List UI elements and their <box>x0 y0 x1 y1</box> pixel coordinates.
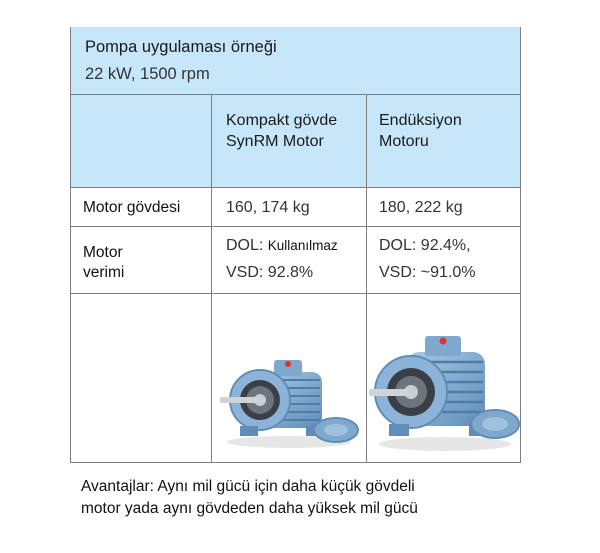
header-synrm <box>212 95 367 187</box>
efficiency-synrm-dol <box>226 232 338 259</box>
header-induction <box>367 95 520 187</box>
frame-induction-value: 180, 222 kg <box>379 199 463 216</box>
comparison-table <box>70 27 521 463</box>
efficiency-synrm-dol-prefix: DOL: <box>226 237 264 254</box>
header-synrm-line1: Kompakt gövde <box>226 112 338 129</box>
header-synrm-line2: SynRM Motor <box>226 133 324 150</box>
efficiency-induction-dol: DOL: 92.4%, <box>379 237 471 254</box>
row-label-efficiency-line2: verimi <box>83 264 125 281</box>
header-induction-line2: Motoru <box>379 133 429 150</box>
synrm-motor-image-cell <box>212 294 367 463</box>
efficiency-synrm-dol-value: Kullanılmaz <box>267 238 338 253</box>
table-subtitle: 22 kW, 1500 rpm <box>85 65 210 83</box>
row-label-efficiency-line1: Motor <box>83 244 123 261</box>
table-row-efficiency <box>71 227 520 294</box>
induction-motor-image-cell <box>367 294 520 463</box>
synrm-motor-image <box>214 334 364 454</box>
row-label-efficiency <box>83 243 124 283</box>
column-header-row <box>71 95 520 188</box>
advantages-note <box>81 476 521 520</box>
efficiency-synrm-vsd: VSD: 92.8% <box>226 264 314 281</box>
header-induction-line1: Endüksiyon <box>379 112 462 129</box>
table-row-images <box>71 294 520 463</box>
row-label-frame: Motor gövdesi <box>83 199 181 216</box>
advantages-line1: Avantajlar: Aynı mil gücü için daha küçük gövdeli <box>81 478 415 495</box>
table-title-row <box>71 27 520 95</box>
frame-synrm-value: 160, 174 kg <box>226 199 310 216</box>
table-row-frame <box>71 188 520 227</box>
header-empty-cell <box>71 95 212 187</box>
advantages-line2: motor yada aynı gövdeden daha yüksek mil gücü <box>81 500 418 517</box>
table-title: Pompa uygulaması örneği <box>85 38 277 56</box>
induction-motor-image <box>367 316 522 456</box>
efficiency-induction-vsd: VSD: ~91.0% <box>379 264 476 281</box>
